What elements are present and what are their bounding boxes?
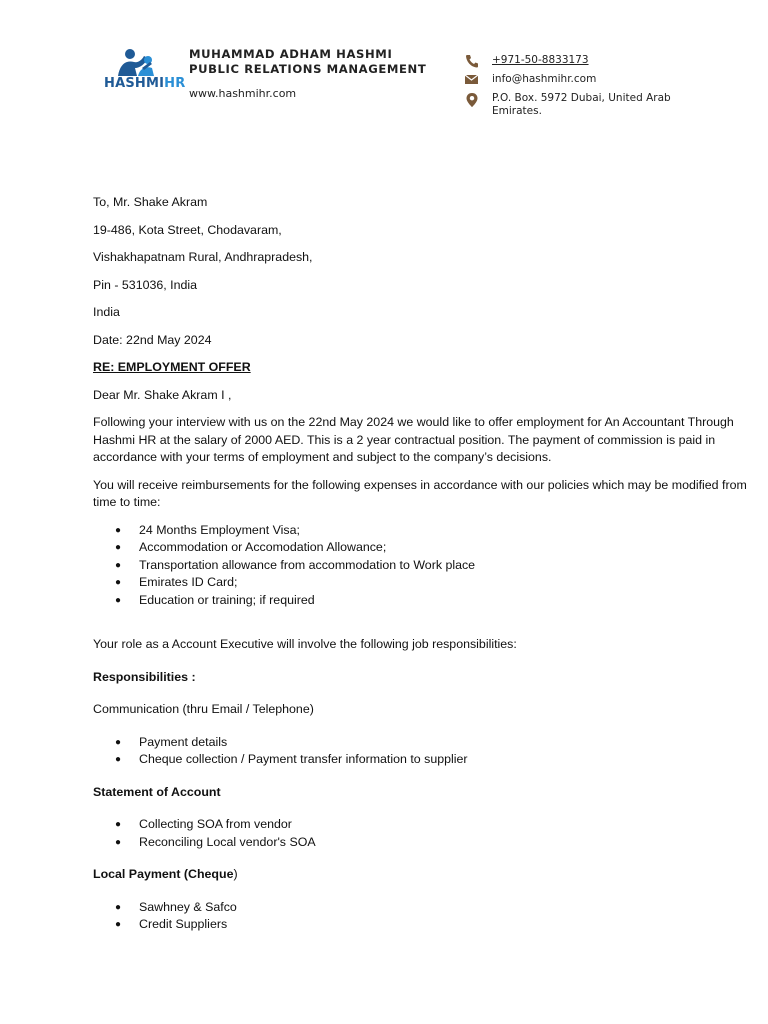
local-payment-heading xyxy=(93,866,755,884)
list-item: ● 24 Months Employment Visa; xyxy=(93,522,755,540)
subject-line: RE: EMPLOYMENT OFFER xyxy=(93,360,251,374)
contact-email xyxy=(464,73,704,86)
role-paragraph: Your role as a Account Executive will involve the following job responsibilities: xyxy=(93,637,517,651)
envelope-icon xyxy=(464,73,480,87)
contact-phone xyxy=(464,54,704,67)
communication-heading: Communication (thru Email / Telephone) xyxy=(93,702,314,716)
list-item: ● Reconciling Local vendor's SOA xyxy=(93,834,755,852)
email-address[interactable]: info@hashmihr.com xyxy=(492,73,597,85)
recipient-address-line2: Vishakhapatnam Rural, Andhrapradesh, xyxy=(93,250,313,264)
recipient-country: India xyxy=(93,305,120,319)
greeting: Dear Mr. Shake Akram I , xyxy=(93,387,232,402)
website-link[interactable]: www.hashmihr.com xyxy=(189,87,297,100)
contact-address xyxy=(464,92,704,118)
address-line2: Emirates. xyxy=(492,105,542,117)
list-item: ● Emirates ID Card; xyxy=(93,574,755,592)
offer-paragraph: Following your interview with us on the 22nd May 2024 we would like to offer employment for An Accountant Through Hashmi HR at the salary of 2000 AED. This is a 2 year contractual position. The payment of commission is paid in accordance with your terms of employment and subject to the company’s decisions. xyxy=(93,415,734,464)
company-name-line2: PUBLIC RELATIONS MANAGEMENT xyxy=(189,62,427,76)
responsibilities-heading: Responsibilities : xyxy=(93,669,196,684)
logo-word-hashmi: HASHMI xyxy=(104,76,165,91)
logo-wordmark xyxy=(104,76,185,91)
recipient-name: To, Mr. Shake Akram xyxy=(93,195,208,209)
recipient-pin: Pin - 531036, India xyxy=(93,277,198,292)
reimbursement-paragraph: You will receive reimbursements for the following expenses in accordance with our policies which may be modified from time to time: xyxy=(93,477,747,509)
list-item: ● Accommodation or Accomodation Allowance; xyxy=(93,539,755,557)
letter-body xyxy=(93,194,755,934)
address-line1: P.O. Box. 5972 Dubai, United Arab xyxy=(492,92,671,104)
list-item: ● Education or training; if required xyxy=(93,592,755,610)
company-name xyxy=(189,47,426,77)
company-logo xyxy=(104,46,184,96)
location-pin-icon xyxy=(464,92,480,108)
list-item: ● Collecting SOA from vendor xyxy=(93,816,755,834)
soa-heading: Statement of Account xyxy=(93,784,221,799)
list-item: ● Transportation allowance from accommodation to Work place xyxy=(93,557,755,575)
phone-icon xyxy=(464,54,480,68)
soa-list xyxy=(93,816,755,851)
company-name-line1: MUHAMMAD ADHAM HASHMI xyxy=(189,47,393,61)
letter-date: Date: 22nd May 2024 xyxy=(93,332,212,347)
logo-figure-icon xyxy=(104,46,184,80)
local-payment-heading-bold: Local Payment (Cheque xyxy=(93,867,234,881)
phone-number[interactable]: +971-50-8833173 xyxy=(492,54,589,66)
local-payment-list xyxy=(93,899,755,934)
list-item: ● Cheque collection / Payment transfer information to supplier xyxy=(93,751,755,769)
expenses-list xyxy=(93,522,755,610)
local-payment-heading-tail: ) xyxy=(233,867,238,881)
contact-block xyxy=(464,54,704,124)
communication-list xyxy=(93,734,755,769)
list-item: ● Credit Suppliers xyxy=(93,916,755,934)
logo-word-hr: HR xyxy=(164,76,186,91)
list-item: ● Sawhney & Safco xyxy=(93,899,755,917)
recipient-address-line1: 19-486, Kota Street, Chodavaram, xyxy=(93,222,282,237)
list-item: ● Payment details xyxy=(93,734,755,752)
